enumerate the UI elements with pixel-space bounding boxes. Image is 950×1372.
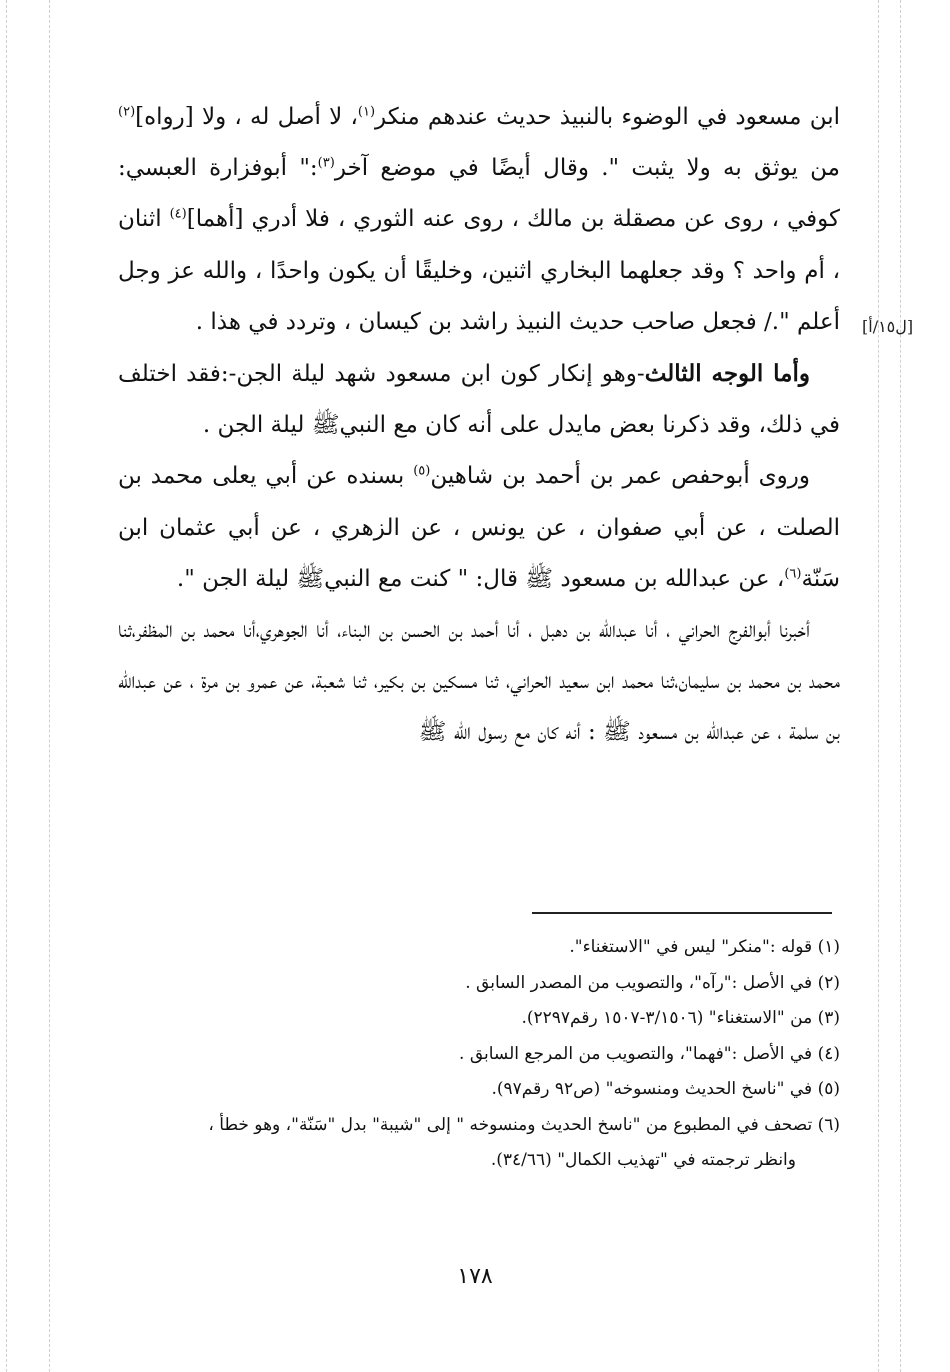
p1-text-2: ، لا أصل له ، ولا [رواه] bbox=[135, 104, 358, 130]
p3-text-2: بسنده عن أبي يعلى محمد بن الصلت ، عن أبي صفوان ، عن يونس ، عن الزهري ، عن أبي عثمان ابن سَنّة bbox=[118, 463, 840, 592]
footnote-ref-5: (٥) bbox=[413, 463, 431, 479]
section-heading: وأما الوجه الثالث bbox=[644, 360, 811, 388]
scan-guide-line-right bbox=[878, 0, 879, 1372]
p1-text-4: :" أبوفزارة العبسي: كوفي ، روى عن مصقلة بن مالك ، روى عنه الثوري ، فلا أدري [أهما] bbox=[118, 155, 840, 233]
footnote-6-continued: وانظر ترجمته في "تهذيب الكمال" (٣٤/٦٦). bbox=[490, 1150, 796, 1170]
footnote-ref-6: (٦) bbox=[784, 566, 802, 582]
paragraph-1 bbox=[118, 92, 840, 348]
p2-text: -وهو إنكار كون ابن مسعود شهد ليلة الجن-:فقد اختلف في ذلك، وقد ذكرنا بعض مايدل على أنه كان مع النبيﷺ ليلة الجن . bbox=[118, 361, 840, 439]
scan-guide-line-left bbox=[6, 0, 7, 1372]
footnote-separator bbox=[532, 912, 832, 914]
footnotes bbox=[118, 930, 840, 1179]
footnote-3: (٣) من "الاستغناء" (٣/١٥٠٦-١٥٠٧ رقم٢٢٩٧). bbox=[521, 1008, 840, 1028]
footnote-ref-4: (٤) bbox=[169, 206, 187, 222]
p3-text-1: وروى أبوحفص عمر بن أحمد بن شاهين bbox=[430, 463, 810, 490]
paragraph-4: أخبرنا أبوالفرج الحراني ، أنا عبدالله بن دهبل ، أنا أحمد بن الحسن بن البناء، أنا الجوهري،أنا محمد بن المظفر،ثنا محمد بن محمد بن سليمان،ثنا محمد ابن سعيد الحراني، ثنا مسكين بن بكير، ثنا شعبة، عن عمرو بن مرة ، عن عبدالله بن سلمة ، عن عبدالله بن مسعود ﷺ : أنه كان مع رسول الله ﷺ bbox=[118, 617, 840, 746]
footnote-6: (٦) تصحف في المطبوع من "ناسخ الحديث ومنسوخه " إلى "شيبة" بدل "سَنّة"، وهو خطأ ، bbox=[208, 1114, 840, 1135]
page-number: ١٧٨ bbox=[457, 1264, 493, 1289]
manuscript-folio-marker: [ل١٥/أ] bbox=[862, 317, 914, 336]
paragraph-2 bbox=[118, 348, 840, 451]
p1-text-1: ابن مسعود في الوضوء بالنبيذ حديث عندهم منكر bbox=[375, 104, 840, 130]
p1-text-3: من يوثق به ولا يثبت ". وقال أيضًا في موضع آخر bbox=[334, 155, 840, 182]
paragraph-3 bbox=[118, 451, 840, 605]
footnote-2: (٢) في الأصل :"رآه"، والتصويب من المصدر السابق . bbox=[465, 972, 840, 993]
p1-text-5: اثنان ، أم واحد ؟ وقد جعلهما البخاري اثنين، وخليقًا أن يكون واحدًا ، والله عز وجل أعلم "./ فجعل صاحب حديث النبيذ راشد بن كيسان ، وتردد في هذا . bbox=[118, 206, 840, 335]
p3-text-3: ، عن عبدالله بن مسعود ﷺ قال: " كنت مع النبيﷺ ليلة الجن ". bbox=[176, 565, 785, 592]
footnote-4: (٤) في الأصل :"فهما"، والتصويب من المرجع السابق . bbox=[459, 1043, 840, 1064]
footnote-5: (٥) في "ناسخ الحديث ومنسوخه" (ص٩٢ رقم٩٧). bbox=[491, 1079, 840, 1099]
footnote-ref-3: (٣) bbox=[317, 155, 335, 171]
scan-guide-line-middle bbox=[49, 0, 50, 1372]
footnote-ref-1: (١) bbox=[357, 104, 376, 120]
footnote-1: (١) قوله :"منكر" ليس في "الاستغناء". bbox=[569, 937, 840, 957]
main-text bbox=[118, 92, 840, 759]
scan-guide-line-edge bbox=[900, 0, 901, 1372]
footnote-ref-2: (٢) bbox=[118, 104, 136, 120]
